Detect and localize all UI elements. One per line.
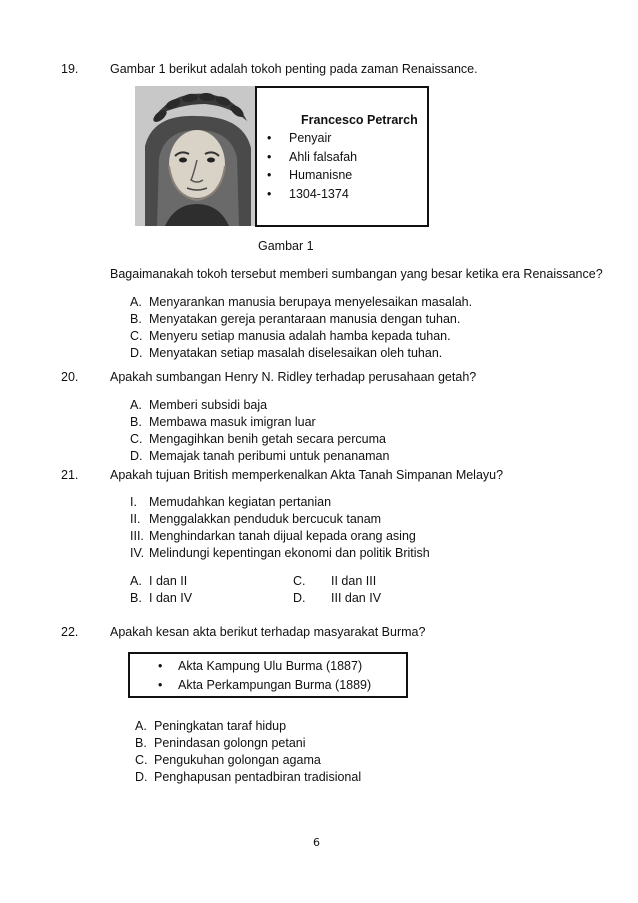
statement-text: Menghindarkan tanah dijual kepada orang asing (149, 529, 416, 543)
option-letter: C. (130, 329, 143, 343)
option-text: Menyeru setiap manusia adalah hamba kepada tuhan. (149, 329, 451, 343)
question-19-text: Gambar 1 berikut adalah tokoh penting pada zaman Renaissance. (110, 62, 478, 76)
list-item: • Penyair (267, 131, 332, 145)
list-item: • Akta Kampung Ulu Burma (1887) (158, 659, 363, 673)
option-letter: B. (130, 312, 142, 326)
option-letter: A. (130, 295, 142, 309)
list-item: • 1304-1374 (267, 186, 349, 201)
bullet-icon: • (267, 149, 272, 164)
option-text: III dan IV (331, 591, 382, 605)
option-letter: D. (293, 591, 306, 605)
statement-text: Menggalakkan penduduk bercucuk tanam (149, 512, 382, 526)
statement-roman: III. (130, 529, 144, 543)
list-item: • Ahli falsafah (267, 149, 358, 164)
acts-list (158, 658, 371, 695)
question-20-text: Apakah sumbangan Henry N. Ridley terhadap perusahaan getah? (110, 370, 477, 384)
question-19-prompt: Bagaimanakah tokoh tersebut memberi sumbangan yang besar ketika era Renaissance? (110, 267, 603, 281)
option-text: I dan IV (149, 591, 193, 605)
statement-text: Memudahkan kegiatan pertanian (149, 495, 332, 509)
petrarch-portrait-image (135, 86, 260, 226)
option-letter: B. (135, 736, 147, 750)
option-text: Menyatakan setiap masalah diselesaikan oleh tuhan. (149, 346, 443, 360)
option-letter: C. (130, 432, 143, 446)
question-21-number: 21. (61, 468, 79, 482)
statement-roman: IV. (130, 546, 145, 560)
option-letter: A. (135, 719, 147, 733)
option-text: Peningkatan taraf hidup (154, 719, 287, 733)
option-text: II dan III (331, 574, 377, 588)
option-letter: D. (130, 449, 143, 463)
question-19-number: 19. (61, 62, 79, 76)
list-item: • Akta Perkampungan Burma (1889) (158, 677, 372, 692)
option-letter: D. (135, 770, 148, 784)
statement-roman: I. (130, 495, 137, 509)
bullet-icon: • (267, 168, 272, 182)
statement-text: Melindungi kepentingan ekonomi dan politik British (149, 546, 430, 560)
bullet-icon: • (158, 677, 163, 692)
page-number: 6 (313, 836, 320, 849)
option-text: Penindasan golongn petani (154, 736, 306, 750)
option-letter: B. (130, 415, 142, 429)
question-22-number: 22. (61, 625, 79, 639)
option-letter: A. (130, 398, 142, 412)
option-text: Memajak tanah peribumi untuk penanaman (149, 449, 390, 463)
figure-title: Francesco Petrarch (301, 113, 418, 127)
option-text: Memberi subsidi baja (149, 398, 268, 412)
figure-caption: Gambar 1 (258, 239, 314, 253)
option-letter: C. (293, 574, 306, 588)
statement-roman: II. (130, 512, 141, 526)
option-text: Menyarankan manusia berupaya menyelesaikan masalah. (149, 295, 473, 309)
bullet-icon: • (267, 131, 272, 145)
petrarch-info-box (255, 86, 429, 227)
figure-bullet-list (267, 130, 357, 204)
option-text: Membawa masuk imigran luar (149, 415, 316, 429)
option-text: Pengukuhan golongan agama (154, 753, 321, 767)
question-21-text: Apakah tujuan British memperkenalkan Akta Tanah Simpanan Melayu? (110, 468, 504, 482)
option-text: Menyatakan gereja perantaraan manusia dengan tuhan. (149, 312, 461, 326)
option-text: I dan II (149, 574, 188, 588)
option-letter: B. (130, 591, 142, 605)
acts-box (128, 652, 408, 698)
question-20-number: 20. (61, 370, 79, 384)
option-letter: D. (130, 346, 143, 360)
option-letter: C. (135, 753, 148, 767)
list-item: • Humanisne (267, 168, 353, 182)
option-text: Mengagihkan benih getah secara percuma (149, 432, 386, 446)
question-22-text: Apakah kesan akta berikut terhadap masyarakat Burma? (110, 625, 426, 639)
option-text: Penghapusan pentadbiran tradisional (154, 770, 362, 784)
option-letter: A. (130, 574, 142, 588)
bullet-icon: • (158, 659, 163, 673)
bullet-icon: • (267, 186, 272, 201)
